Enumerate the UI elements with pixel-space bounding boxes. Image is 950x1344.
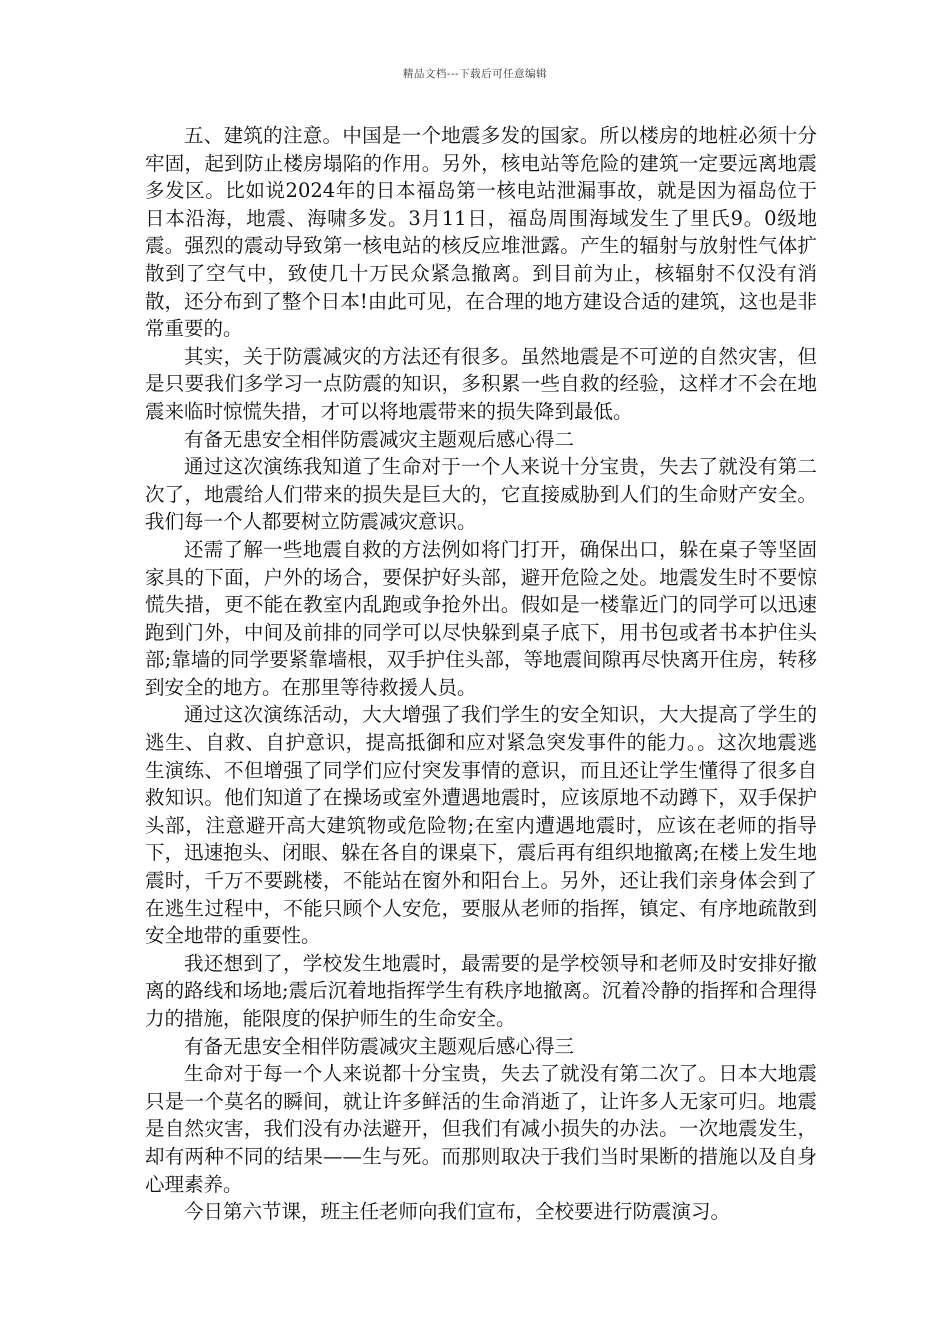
paragraph-self-rescue-methods: 还需了解一些地震自救的方法例如将门打开，确保出口，躲在桌子等坚固家具的下面，户外的场合，要保护好头部，避开危险之处。地震发生时不要惊慌失措，更不能在教室内乱跑或争抢外出。假如是一楼靠近门的同学可以迅速跑到门外，中间及前排的同学可以尽快躲到桌子底下，用书包或者书本护住头部;靠墙的同学要紧靠墙根，双手护住头部，等地震间隙再尽快离开住房，转移到安全的地方。在那里等待救援人员。	[145, 537, 817, 699]
paragraph-drill-benefits: 通过这次演练活动，大大增强了我们学生的安全知识，大大提高了学生的逃生、自救、自护意识，提高抵御和应对紧急突发事件的能力。。这次地震逃生演练、不但增强了同学们应付突发事情的意识，而且还让学生懂得了很多自救知识。他们知道了在操场或室外遭遇地震时，应该原地不动蹲下，双手保护头部，注意避开高大建筑物或危险物;在室内遭遇地震时，应该在老师的指导下，迅速抱头、闭眼、躲在各自的课桌下，震后再有组织地撤离;在楼上发生地震时，千万不要跳楼，不能站在窗外和阳台上。另外，还让我们亲身体会到了在逃生过程中，不能只顾个人安危，要服从老师的指挥，镇定、有序地疏散到安全地带的重要性。	[145, 703, 817, 948]
paragraph-drill-announcement: 今日第六节课，班主任老师向我们宣布，全校要进行防震演习。	[184, 1200, 731, 1224]
document-body	[145, 122, 817, 1226]
page-header: 精品文档---下载后可任意编辑	[402, 68, 548, 80]
section-heading-3: 有备无患安全相伴防震减灾主题观后感心得三	[184, 1034, 575, 1058]
paragraph-drill-lesson: 通过这次演练我知道了生命对于一个人来说十分宝贵，失去了就没有第二次了，地震给人们带来的损失是巨大的，它直接威胁到人们的生命财产安全。我们每一个人都要树立防震减灾意识。	[145, 455, 817, 534]
paragraph-conclusion: 其实，关于防震减灾的方法还有很多。虽然地震是不可逆的自然灾害，但是只要我们多学习一点防震的知识，多积累一些自救的经验，这样才不会在地震来临时惊慌失措，才可以将地震带来的损失降到最低。	[145, 344, 817, 423]
section-heading-2: 有备无患安全相伴防震减灾主题观后感心得二	[184, 427, 575, 451]
paragraph-building-notes: 五、建筑的注意。中国是一个地震多发的国家。所以楼房的地桩必须十分牢固，起到防止楼房塌陷的作用。另外，核电站等危险的建筑一定要远离地震多发区。比如说2024年的日本福岛第一核电站泄漏事故，就是因为福岛位于日本沿海，地震、海啸多发。3月11日，福岛周围海域发生了里氏9。0级地震。强烈的震动导致第一核电站的核反应堆泄露。产生的辐射与放射性气体扩散到了空气中，致使几十万民众紧急撤离。到目前为止，核辐射不仅没有消散，还分布到了整个日本!由此可见，在合理的地方建设合适的建筑，这也是非常重要的。	[145, 124, 817, 341]
paragraph-school-evacuation: 我还想到了，学校发生地震时，最需要的是学校领导和老师及时安排好撤离的路线和场地;震后沉着地指挥学生有秩序地撤离。沉着冷静的指挥和合理得力的措施，能限度的保护师生的生命安全。	[145, 951, 817, 1030]
paragraph-value-of-life: 生命对于每一个人来说都十分宝贵，失去了就没有第二次了。日本大地震只是一个莫名的瞬间，就让许多鲜活的生命消逝了，让许多人无家可归。地震是自然灾害，我们没有办法避开，但我们有减小损失的办法。一次地震发生，却有两种不同的结果——生与死。而那则取决于我们当时果断的措施以及自身心理素养。	[145, 1062, 817, 1196]
